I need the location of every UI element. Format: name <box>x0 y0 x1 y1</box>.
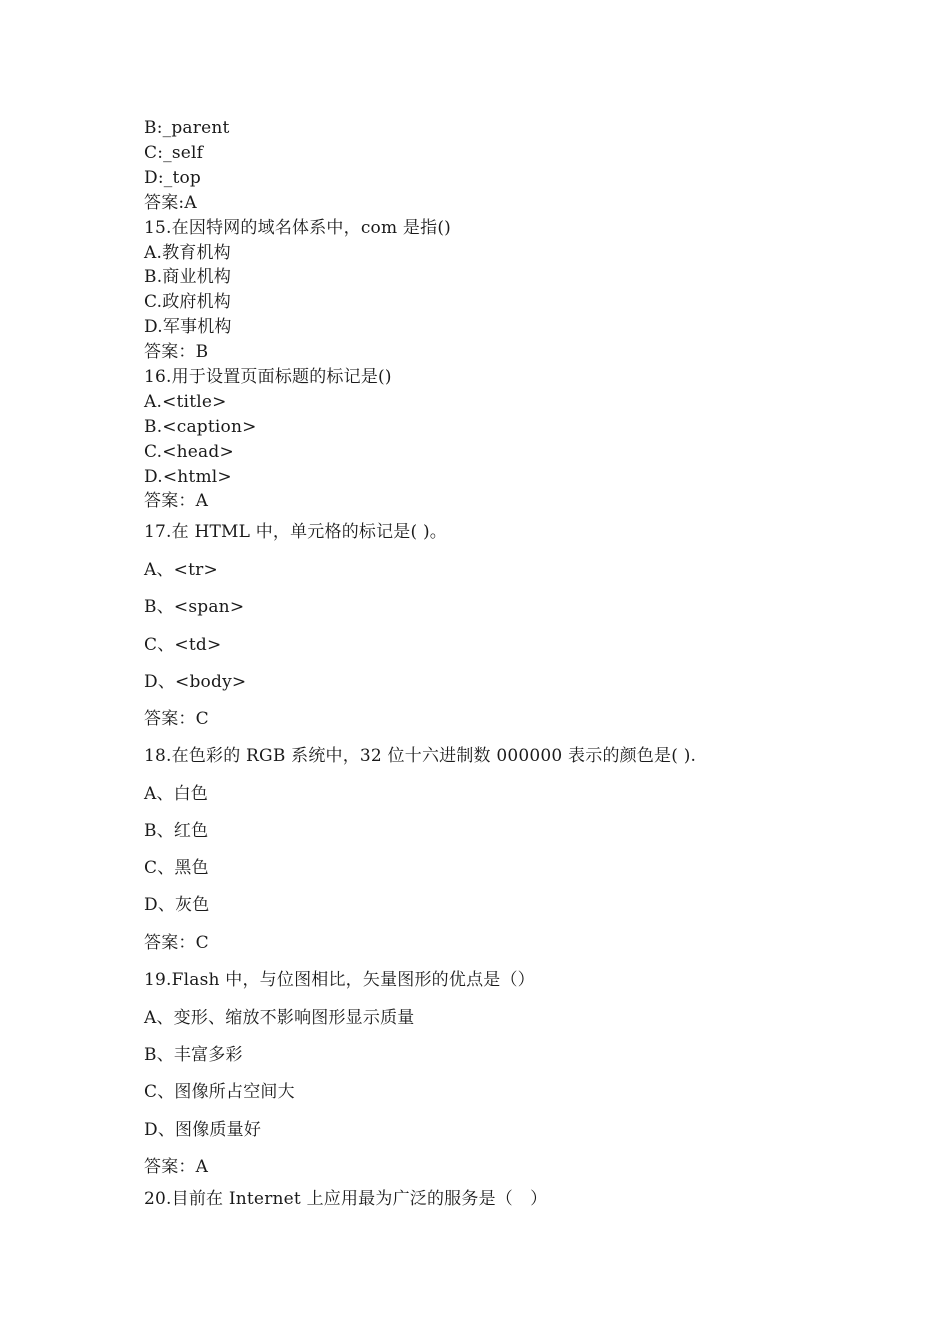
option-b-parent: B:_parent <box>144 118 230 138</box>
q18-option-b: B、红色 <box>144 821 209 841</box>
q16-option-a: A.<title> <box>144 392 227 412</box>
q16-option-b: B.<caption> <box>144 417 257 437</box>
answer-18: 答案：C <box>144 933 209 953</box>
q16-option-d: D.<html> <box>144 467 232 487</box>
option-d-top: D:_top <box>144 168 202 188</box>
q17-option-d: D、<body> <box>144 672 247 692</box>
q15-option-c: C.政府机构 <box>144 292 232 312</box>
q16-option-c: C.<head> <box>144 442 234 462</box>
answer-17: 答案：C <box>144 709 209 729</box>
question-16: 16.用于设置页面标题的标记是() <box>144 367 392 387</box>
question-15: 15.在因特网的域名体系中，com 是指() <box>144 218 451 238</box>
option-c-self: C:_self <box>144 143 204 163</box>
q17-option-c: C、<td> <box>144 635 222 655</box>
question-17: 17.在 HTML 中，单元格的标记是( )。 <box>144 522 447 542</box>
q17-option-b: B、<span> <box>144 597 245 617</box>
answer-15: 答案：B <box>144 342 209 362</box>
q15-option-d: D.军事机构 <box>144 317 232 337</box>
q19-option-c: C、图像所占空间大 <box>144 1082 295 1102</box>
question-18: 18.在色彩的 RGB 系统中，32 位十六进制数 000000 表示的颜色是( ). <box>144 746 697 766</box>
answer-16: 答案：A <box>144 491 209 511</box>
question-19: 19.Flash 中，与位图相比，矢量图形的优点是（） <box>144 970 535 990</box>
q19-option-d: D、图像质量好 <box>144 1120 262 1140</box>
q18-option-a: A、白色 <box>144 784 209 804</box>
q15-option-a: A.教育机构 <box>144 243 231 263</box>
q18-option-d: D、灰色 <box>144 895 210 915</box>
q19-option-b: B、丰富多彩 <box>144 1045 243 1065</box>
q15-option-b: B.商业机构 <box>144 267 232 287</box>
q17-option-a: A、<tr> <box>144 560 218 580</box>
answer-14: 答案:A <box>144 193 197 213</box>
answer-19: 答案：A <box>144 1157 209 1177</box>
q18-option-c: C、黑色 <box>144 858 209 878</box>
q19-option-a: A、变形、缩放不影响图形显示质量 <box>144 1008 415 1028</box>
question-20: 20.目前在 Internet 上应用最为广泛的服务是（ ） <box>144 1189 548 1209</box>
